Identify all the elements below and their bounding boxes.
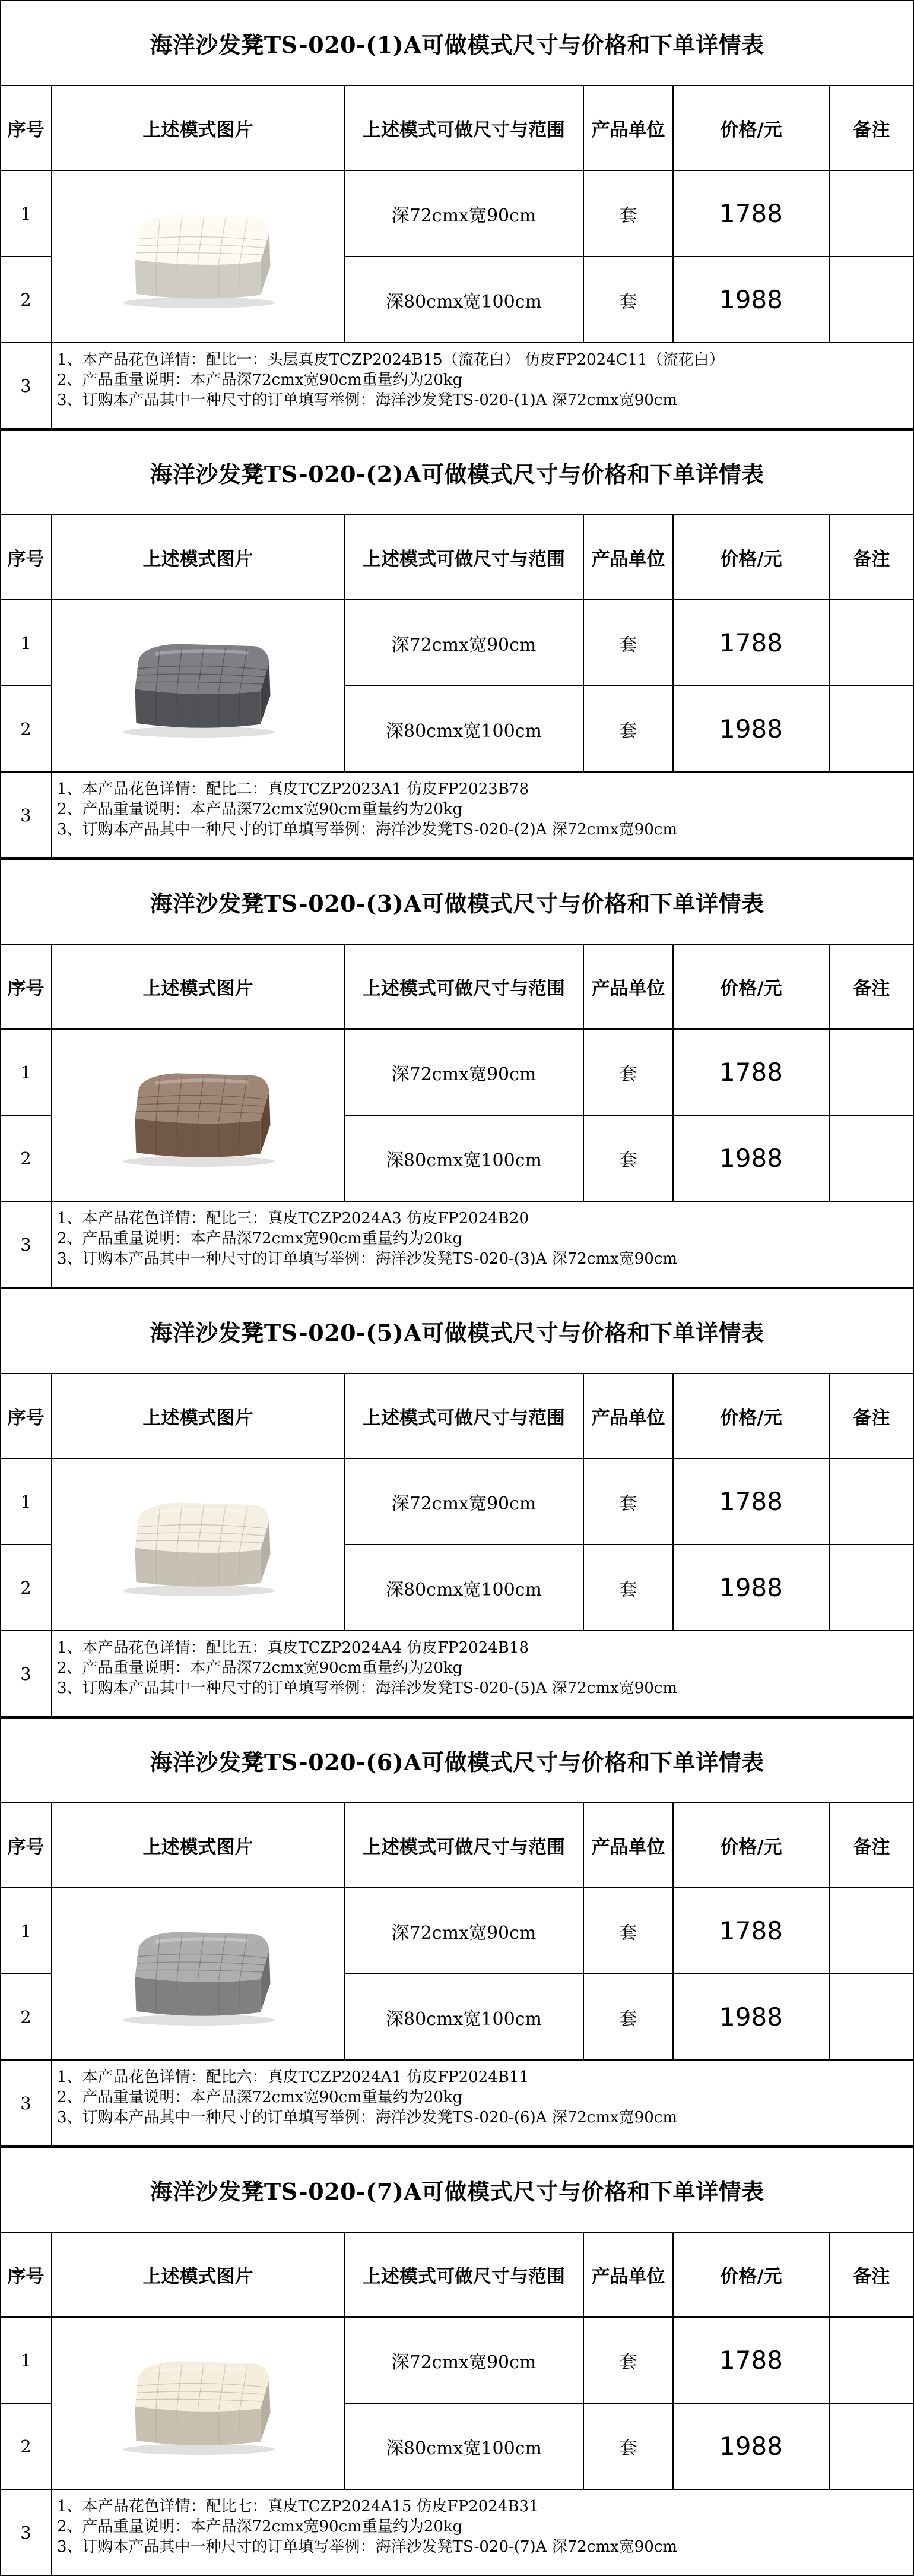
table-rule [0,599,914,600]
table-rule [0,1028,914,1030]
column-header-price: 价格/元 [720,119,782,141]
row-unit: 套 [619,1150,637,1171]
table-rule [0,256,52,257]
row-size: 深72cmx宽90cm [391,1493,537,1514]
table-rule [0,771,914,773]
row-seq: 1 [20,2350,31,2371]
table-rule [0,944,914,945]
column-header-note: 备注 [853,1407,890,1429]
note-line: 3、订购本产品其中一种尺寸的订单填写举例：海洋沙发凳TS-020-(6)A 深72cmx宽90cm [57,2109,677,2126]
note-line: 2、产品重量说明：本产品深72cmx宽90cm重量约为20kg [57,2518,463,2536]
product-table [0,2147,914,2576]
column-header-image: 上述模式图片 [142,549,253,570]
table-rule [583,86,584,343]
row-size: 深80cmx宽100cm [386,1579,542,1600]
row-unit: 套 [619,2008,637,2030]
row-price: 1788 [719,628,783,657]
product-table [0,859,914,1288]
table-rule [344,86,345,343]
table-rule [583,1374,584,1631]
column-header-seq: 序号 [7,1837,45,1858]
table-rule [0,1288,914,1289]
row-price: 1988 [719,1144,783,1173]
table-rule [0,1201,914,1202]
column-header-size: 上述模式可做尺寸与范围 [363,119,565,141]
ottoman-product-image [116,1046,281,1182]
row-price: 1988 [719,285,783,314]
row-price: 1788 [719,1916,783,1945]
table-rule [0,1373,914,1374]
table-rule [0,429,1,859]
table-rule [0,859,1,1288]
table-rule [672,1374,674,1631]
note-line: 1、本产品花色详情：配比五：真皮TCZP2024A4 仿皮FP2024B18 [57,1639,529,1657]
row-size: 深80cmx宽100cm [386,1150,542,1171]
column-header-price: 价格/元 [720,2266,782,2287]
row-price: 1988 [719,2002,783,2031]
table-rule [0,2403,52,2404]
table-rule [51,515,52,772]
row-unit: 套 [619,634,637,656]
product-table [0,1717,914,2147]
table-rule [51,1374,52,1631]
table-rule [0,859,914,860]
ottoman-product-image [116,1904,281,2041]
column-header-price: 价格/元 [720,1837,782,1858]
table-title: 海洋沙发凳TS-020-(3)A可做模式尺寸与价格和下单详情表 [150,890,764,917]
ottoman-product-image [116,1475,281,1612]
table-rule [51,944,52,1201]
table-rule [672,2232,674,2489]
row-size: 深72cmx宽90cm [391,2352,537,2373]
row-price: 1988 [719,1573,783,1602]
column-header-price: 价格/元 [720,549,782,570]
column-header-size: 上述模式可做尺寸与范围 [363,2266,565,2287]
note-line: 2、产品重量说明：本产品深72cmx宽90cm重量约为20kg [57,1230,463,1248]
table-rule [0,0,914,1]
table-rule [0,1630,914,1631]
table-rule [829,1803,830,2060]
table-title: 海洋沙发凳TS-020-(1)A可做模式尺寸与价格和下单详情表 [150,31,764,58]
product-notes [57,1201,906,1288]
column-header-price: 价格/元 [720,1407,782,1429]
table-rule [829,944,830,1201]
table-rule [51,772,52,859]
column-header-image: 上述模式图片 [142,1837,253,1858]
row-unit: 套 [619,1579,637,1600]
table-rule [0,0,1,429]
column-header-size: 上述模式可做尺寸与范围 [363,1837,565,1858]
column-header-note: 备注 [853,1837,890,1858]
row-size: 深80cmx宽100cm [386,2438,542,2459]
notes-seq: 3 [20,376,31,396]
column-header-price: 价格/元 [720,978,782,999]
product-table [0,429,914,859]
table-rule [583,515,584,772]
row-seq: 1 [20,632,31,653]
row-price: 1788 [719,1487,783,1516]
table-rule [0,685,52,686]
column-header-image: 上述模式图片 [142,1407,253,1429]
column-header-note: 备注 [853,2266,890,2287]
row-unit: 套 [619,1064,637,1085]
table-rule [51,1201,52,1288]
note-line: 2、产品重量说明：本产品深72cmx宽90cm重量约为20kg [57,1659,463,1677]
table-rule [51,1631,52,1717]
row-unit: 套 [619,1493,637,1514]
table-rule [0,2147,914,2148]
row-price: 1788 [719,1058,783,1087]
row-price: 1788 [719,2346,783,2375]
table-rule [344,515,345,772]
column-header-seq: 序号 [7,549,45,570]
table-rule [0,1115,52,1116]
ottoman-product-image [116,616,281,753]
row-size: 深80cmx宽100cm [386,720,542,742]
table-title: 海洋沙发凳TS-020-(5)A可做模式尺寸与价格和下单详情表 [150,1319,764,1346]
table-rule [583,944,584,1201]
note-line: 3、订购本产品其中一种尺寸的订单填写举例：海洋沙发凳TS-020-(7)A 深72cmx宽90cm [57,2538,677,2556]
table-rule [829,1374,830,1631]
row-seq: 2 [20,719,31,739]
product-notes [57,2489,906,2576]
table-rule [51,2232,52,2489]
table-rule [0,429,914,431]
row-unit: 套 [619,720,637,742]
product-table [0,1288,914,1717]
note-line: 1、本产品花色详情：配比六：真皮TCZP2024A1 仿皮FP2024B11 [57,2068,529,2086]
row-seq: 1 [20,1920,31,1941]
column-header-seq: 序号 [7,119,45,141]
table-rule [672,86,674,343]
row-seq: 2 [20,289,31,310]
table-title: 海洋沙发凳TS-020-(7)A可做模式尺寸与价格和下单详情表 [150,2178,764,2205]
column-header-seq: 序号 [7,978,45,999]
column-header-unit: 产品单位 [591,1407,665,1429]
note-line: 3、订购本产品其中一种尺寸的订单填写举例：海洋沙发凳TS-020-(2)A 深72cmx宽90cm [57,821,677,838]
row-size: 深72cmx宽90cm [391,1064,537,1085]
row-seq: 2 [20,2436,31,2457]
column-header-seq: 序号 [7,2266,45,2287]
table-rule [583,2232,584,2489]
row-seq: 1 [20,203,31,224]
table-rule [51,343,52,429]
table-rule [0,2059,914,2061]
ottoman-product-image [116,2334,281,2470]
table-rule [672,944,674,1201]
row-size: 深72cmx宽90cm [391,634,537,656]
table-rule [583,1803,584,2060]
column-header-size: 上述模式可做尺寸与范围 [363,1407,565,1429]
note-line: 1、本产品花色详情：配比二：真皮TCZP2023A1 仿皮FP2023B78 [57,780,529,798]
table-rule [0,2232,914,2233]
notes-seq: 3 [20,1235,31,1255]
table-rule [0,2316,914,2318]
row-seq: 2 [20,1577,31,1598]
table-rule [0,2147,1,2576]
table-rule [0,85,914,86]
note-line: 2、产品重量说明：本产品深72cmx宽90cm重量约为20kg [57,2088,463,2106]
table-rule [344,1803,345,2060]
row-seq: 1 [20,1062,31,1083]
table-rule [0,1717,1,2147]
product-table [0,0,914,429]
table-rule [0,1717,914,1719]
column-header-image: 上述模式图片 [142,119,253,141]
row-unit: 套 [619,2438,637,2459]
row-unit: 套 [619,1922,637,1944]
row-unit: 套 [619,291,637,312]
table-rule [829,515,830,772]
table-rule [51,86,52,343]
table-rule [0,1544,52,1545]
row-size: 深80cmx宽100cm [386,291,542,312]
column-header-seq: 序号 [7,1407,45,1429]
column-header-size: 上述模式可做尺寸与范围 [363,978,565,999]
product-notes [57,343,906,429]
ottoman-product-image [116,187,281,324]
product-notes [57,1631,906,1717]
table-rule [0,514,914,515]
column-header-note: 备注 [853,119,890,141]
row-price: 1788 [719,199,783,228]
column-header-unit: 产品单位 [591,549,665,570]
table-rule [672,1803,674,2060]
notes-seq: 3 [20,1664,31,1684]
table-rule [0,1802,914,1803]
table-rule [0,170,914,171]
note-line: 1、本产品花色详情：配比七：真皮TCZP2024A15 仿皮FP2024B31 [57,2498,539,2515]
table-rule [51,2060,52,2147]
row-size: 深72cmx宽90cm [391,205,537,226]
row-size: 深72cmx宽90cm [391,1922,537,1944]
column-header-unit: 产品单位 [591,1837,665,1858]
notes-seq: 3 [20,805,31,825]
row-seq: 2 [20,2007,31,2027]
row-seq: 1 [20,1491,31,1512]
table-rule [0,1288,1,1717]
column-header-image: 上述模式图片 [142,978,253,999]
note-line: 1、本产品花色详情：配比一：头层真皮TCZP2024B15（流花白） 仿皮FP2024C11（流花白） [57,351,725,369]
note-line: 2、产品重量说明：本产品深72cmx宽90cm重量约为20kg [57,800,463,818]
row-unit: 套 [619,205,637,226]
product-notes [57,2060,906,2147]
column-header-image: 上述模式图片 [142,2266,253,2287]
note-line: 2、产品重量说明：本产品深72cmx宽90cm重量约为20kg [57,371,463,389]
table-rule [51,1803,52,2060]
note-line: 3、订购本产品其中一种尺寸的订单填写举例：海洋沙发凳TS-020-(1)A 深72cmx宽90cm [57,391,677,409]
notes-seq: 3 [20,2093,31,2113]
column-header-unit: 产品单位 [591,2266,665,2287]
table-rule [829,86,830,343]
table-rule [0,1887,914,1888]
row-price: 1988 [719,714,783,743]
notes-seq: 3 [20,2523,31,2543]
note-line: 3、订购本产品其中一种尺寸的订单填写举例：海洋沙发凳TS-020-(5)A 深72cmx宽90cm [57,1679,677,1697]
table-rule [0,1458,914,1459]
note-line: 3、订购本产品其中一种尺寸的订单填写举例：海洋沙发凳TS-020-(3)A 深72cmx宽90cm [57,1250,677,1268]
table-rule [51,2489,52,2576]
table-rule [672,515,674,772]
table-rule [0,342,914,343]
table-title: 海洋沙发凳TS-020-(6)A可做模式尺寸与价格和下单详情表 [150,1748,764,1776]
column-header-unit: 产品单位 [591,119,665,141]
column-header-note: 备注 [853,978,890,999]
table-rule [0,2489,914,2490]
table-rule [829,2232,830,2489]
row-unit: 套 [619,2352,637,2373]
note-line: 1、本产品花色详情：配比三：真皮TCZP2024A3 仿皮FP2024B20 [57,1210,529,1227]
row-seq: 2 [20,1148,31,1169]
row-price: 1988 [719,2432,783,2461]
table-rule [344,2232,345,2489]
table-rule [344,944,345,1201]
column-header-size: 上述模式可做尺寸与范围 [363,549,565,570]
table-rule [0,1973,52,1974]
table-rule [344,1374,345,1631]
row-size: 深80cmx宽100cm [386,2008,542,2030]
column-header-note: 备注 [853,549,890,570]
column-header-unit: 产品单位 [591,978,665,999]
product-notes [57,772,906,859]
table-title: 海洋沙发凳TS-020-(2)A可做模式尺寸与价格和下单详情表 [150,460,764,488]
